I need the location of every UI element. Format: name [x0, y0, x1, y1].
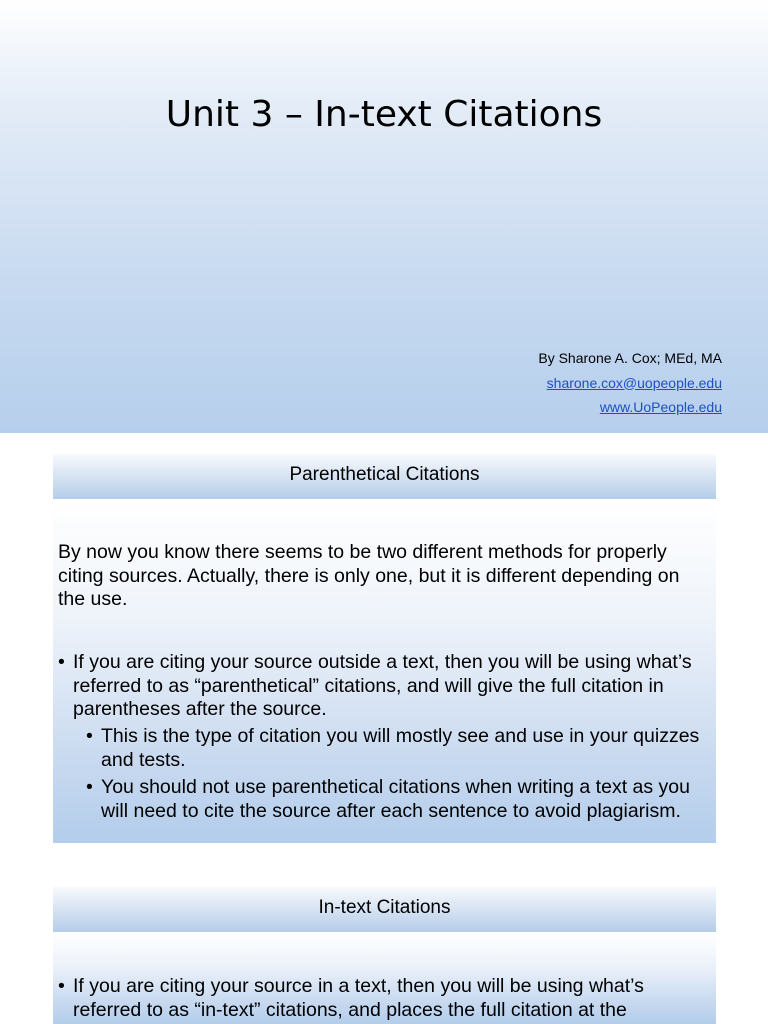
title-slide	[0, 0, 768, 433]
email-link[interactable]: sharone.cox@uopeople.edu	[546, 374, 722, 391]
slide2-intro-text: By now you know there seems to be two different methods for properly citing sources. Actually, there is only one, but it is different depending on the use.	[58, 541, 680, 610]
slide2-sub-bullet-2: • You should not use parenthetical citations when writing a text as you will need to cite the source after each sentence to avoid plagiarism.	[86, 776, 708, 823]
author-name: By Sharone A. Cox; MEd, MA	[538, 350, 722, 366]
main-title: Unit 3 – In-text Citations	[165, 94, 603, 135]
slide2-sub-bullet-1: • This is the type of citation you will mostly see and use in your quizzes and tests.	[86, 725, 708, 772]
slide-header-parenthetical: Parenthetical Citations	[53, 454, 716, 499]
author-block	[538, 346, 722, 420]
slide3-bullet-1: • If you are citing your source in a text, then you will be using what’s referred to as “in-text” citations, and places the full citation at the	[58, 975, 708, 1022]
slide-header-intext: In-text Citations	[53, 887, 716, 932]
website-link[interactable]: www.UoPeople.edu	[599, 399, 722, 415]
slide2-bullet-1: • If you are citing your source outside a text, then you will be using what’s referred to as “parenthetical” citations, and will give the full citation in parentheses after the source.	[58, 651, 708, 722]
